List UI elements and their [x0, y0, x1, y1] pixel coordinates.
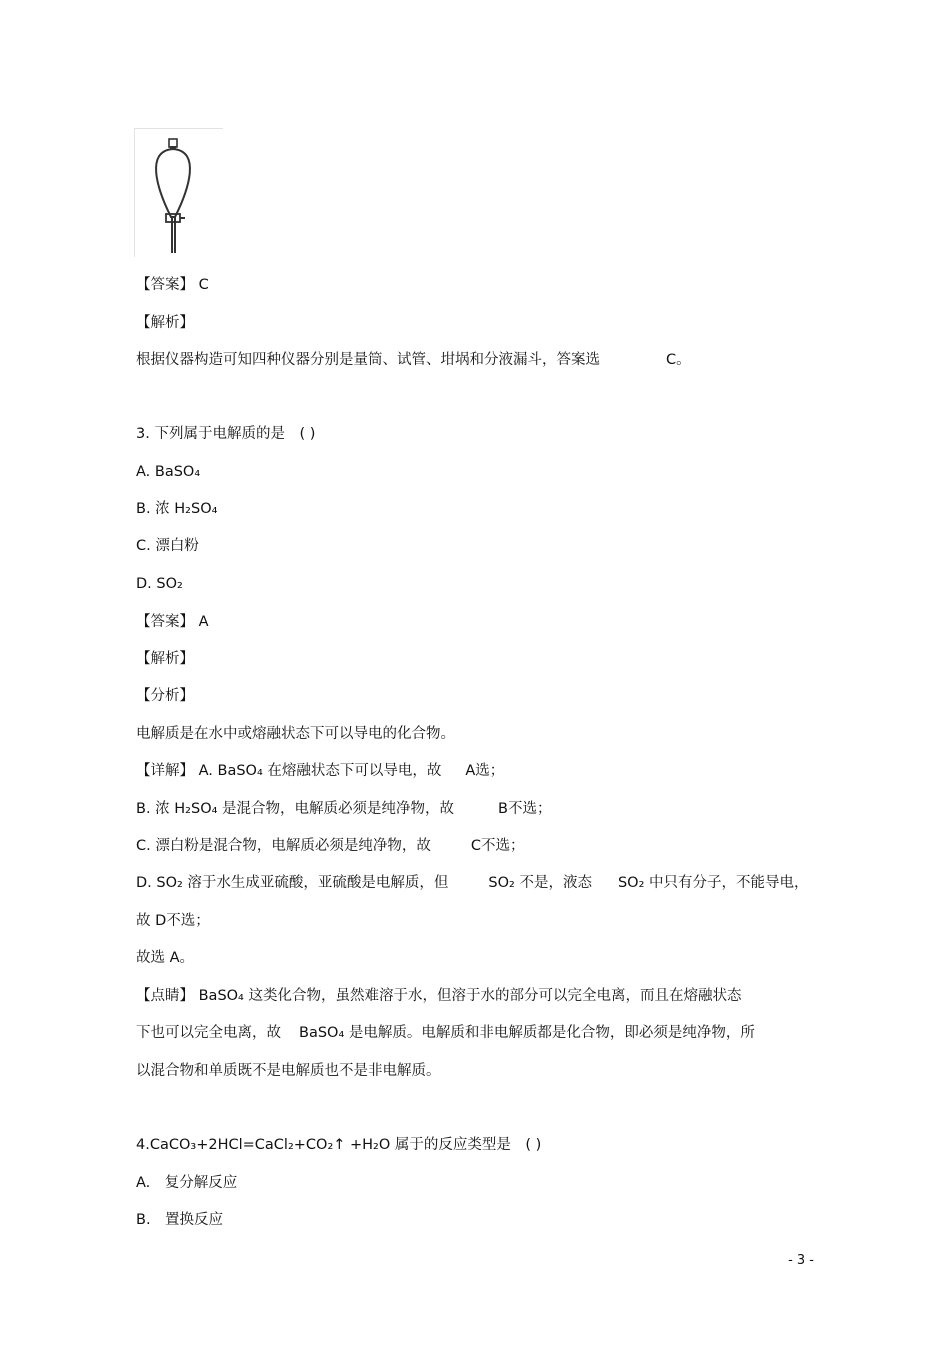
- q3-detail-c: C. 漂白粉是混合物，电解质必须是纯净物，故 C不选；: [136, 838, 525, 854]
- separatory-funnel-figure: [134, 128, 223, 257]
- q3-fenxi-text: 电解质是在水中或熔融状态下可以导电的化合物。: [136, 726, 455, 742]
- q3-detail-d: D. SO₂ 溶于水生成亚硫酸，亚硫酸是电解质，但 SO₂ 不是，液态 SO₂ 中只有分子，不能导电，: [136, 875, 809, 891]
- q3-option-a: A. BaSO₄: [136, 464, 201, 480]
- q3-answer: 【答案】 A: [136, 614, 209, 630]
- separatory-funnel-icon: [135, 129, 223, 257]
- q4-option-a: A. 复分解反应: [136, 1175, 238, 1191]
- q3-detail-d-cont: 故 D不选；: [136, 913, 210, 929]
- q3-detail-b: B. 浓 H₂SO₄ 是混合物，电解质必须是纯净物，故 B不选；: [136, 801, 552, 817]
- q3-dianjing-1: 【点睛】 BaSO₄ 这类化合物，虽然难溶于水，但溶于水的部分可以完全电离，而且在熔融状态: [136, 988, 742, 1004]
- q3-conclusion: 故选 A。: [136, 950, 195, 966]
- q3-detail-a: 【详解】 A. BaSO₄ 在熔融状态下可以导电，故 A选；: [136, 763, 505, 779]
- page-number: - 3 -: [788, 1253, 814, 1268]
- q3-fenxi-label: 【分析】: [136, 688, 194, 704]
- q3-question: 3. 下列属于电解质的是 ( ): [136, 426, 316, 442]
- q4-option-b: B. 置换反应: [136, 1212, 224, 1228]
- q2-analysis-text: 根据仪器构造可知四种仪器分别是量筒、试管、坩埚和分液漏斗，答案选 C。: [136, 352, 691, 368]
- q3-option-c: C. 漂白粉: [136, 538, 199, 554]
- q3-analysis-label: 【解析】: [136, 651, 194, 667]
- q3-dianjing-3: 以混合物和单质既不是电解质也不是非电解质。: [136, 1063, 441, 1079]
- q4-question: 4.CaCO₃+2HCl=CaCl₂+CO₂↑ +H₂O 属于的反应类型是 ( ): [136, 1137, 542, 1153]
- q3-dianjing-2: 下也可以完全电离，故 BaSO₄ 是电解质。电解质和非电解质都是化合物，即必须是纯净物，所: [136, 1025, 755, 1041]
- q2-answer: 【答案】 C: [136, 277, 209, 293]
- q3-option-b: B. 浓 H₂SO₄: [136, 501, 218, 517]
- q3-option-d: D. SO₂: [136, 576, 183, 592]
- q2-analysis-label: 【解析】: [136, 315, 194, 331]
